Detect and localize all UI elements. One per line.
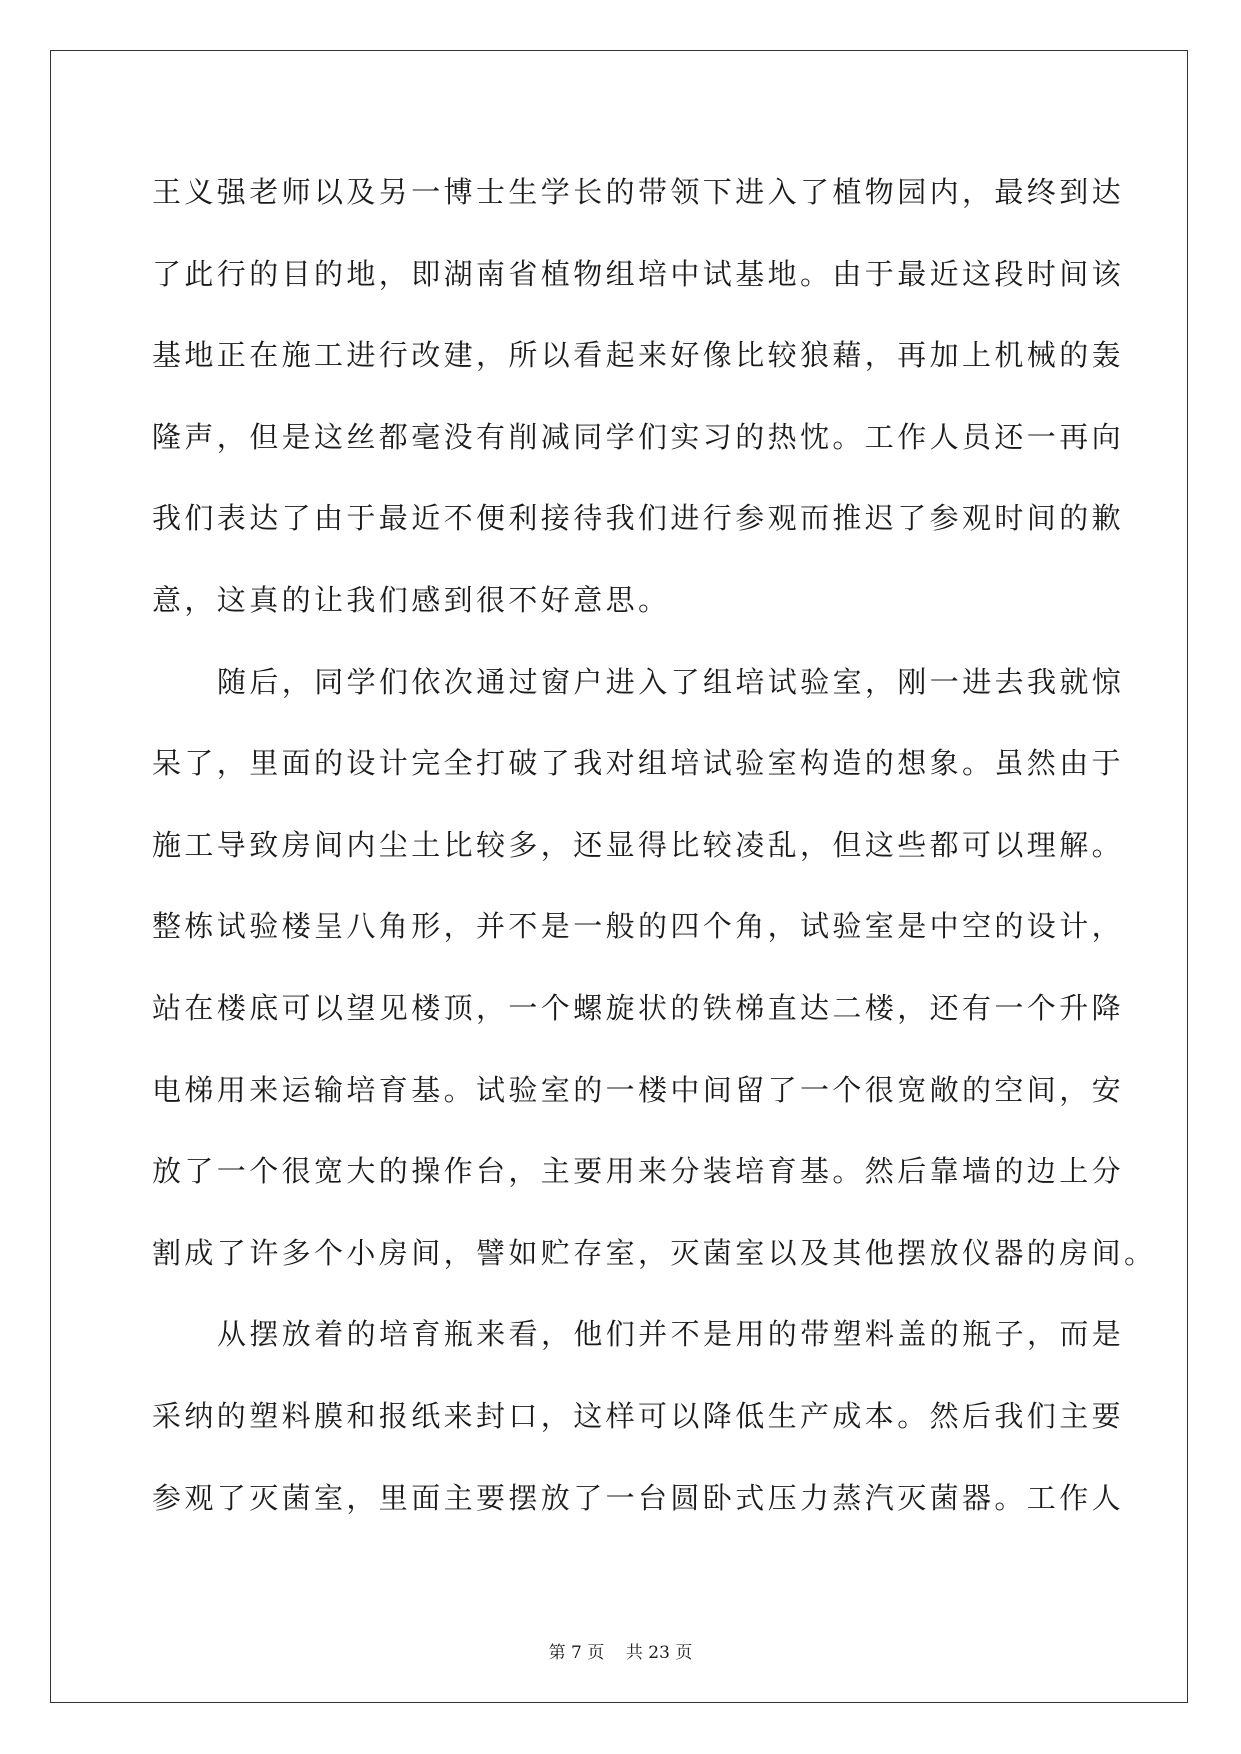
text-line: 随后，同学们依次通过窗户进入了组培试验室，刚一进去我就惊 bbox=[217, 664, 1125, 699]
text-line: 施工导致房间内尘土比较多，还显得比较凌乱，但这些都可以理解。 bbox=[152, 827, 1125, 862]
text-line: 我们表达了由于最近不便利接待我们进行参观而推迟了参观时间的歉 bbox=[152, 501, 1125, 536]
text-line: 站在楼底可以望见楼顶，一个螺旋状的铁梯直达二楼，还有一个升降 bbox=[152, 990, 1125, 1025]
text-line: 整栋试验楼呈八角形，并不是一般的四个角，试验室是中空的设计， bbox=[152, 909, 1125, 944]
text-line: 割成了许多个小房间，譬如贮存室，灭菌室以及其他摆放仪器的房间。 bbox=[152, 1235, 1157, 1270]
text-line: 采纳的塑料膜和报纸来封口，这样可以降低生产成本。然后我们主要 bbox=[152, 1398, 1125, 1433]
text-line: 王义强老师以及另一博士生学长的带领下进入了植物园内，最终到达 bbox=[152, 175, 1125, 209]
text-line: 呆了，里面的设计完全打破了我对组培试验室构造的想象。虽然由于 bbox=[152, 746, 1125, 781]
text-line: 隆声，但是这丝都毫没有削减同学们实习的热忱。工作人员还一再向 bbox=[152, 419, 1125, 454]
document-body bbox=[152, 162, 1157, 1549]
text-line: 从摆放着的培育瓶来看，他们并不是用的带塑料盖的瓶子，而是 bbox=[217, 1317, 1125, 1352]
text-line: 基地正在施工进行改建，所以看起来好像比较狼藉，再加上机械的轰 bbox=[152, 338, 1125, 373]
text-line: 参观了灭菌室，里面主要摆放了一台圆卧式压力蒸汽灭菌器。工作人 bbox=[152, 1480, 1125, 1515]
page-footer: 第 7 页 共 23 页 bbox=[548, 1643, 693, 1663]
text-line: 意，这真的让我们感到很不好意思。 bbox=[152, 582, 671, 617]
text-line: 放了一个很宽大的操作台，主要用来分装培育基。然后靠墙的边上分 bbox=[152, 1154, 1125, 1189]
text-line: 电梯用来运输培育基。试验室的一楼中间留了一个很宽敞的空间，安 bbox=[152, 1072, 1125, 1107]
text-line: 了此行的目的地，即湖南省植物组培中试基地。由于最近这段时间该 bbox=[152, 256, 1125, 291]
